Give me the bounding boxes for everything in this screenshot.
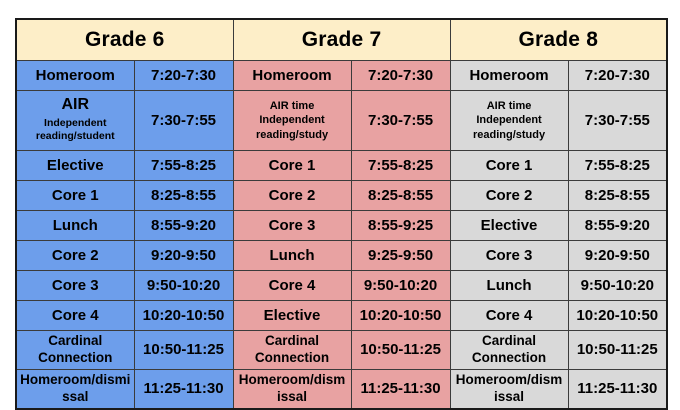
grade7-cardinal-time: 10:50-11:25 xyxy=(351,331,450,370)
grade6-dismissal-line2: ssal xyxy=(62,389,89,404)
grade7-period-time: 8:25-8:55 xyxy=(351,181,450,211)
grade7-period-subject: Core 3 xyxy=(233,211,351,241)
grade8-dismissal-line1: Homeroom/dism xyxy=(455,372,563,388)
grade8-period-time: 10:20-10:50 xyxy=(568,301,667,331)
grade8-period-subject: Core 3 xyxy=(450,241,568,271)
table-row xyxy=(16,301,667,331)
schedule-table-container xyxy=(15,18,667,404)
grade6-dismissal-line1: Homeroom/dismi xyxy=(20,372,131,388)
grade8-period-subject: Core 2 xyxy=(450,181,568,211)
grade7-cardinal-line2: Connection xyxy=(254,350,330,365)
grade7-period-subject: Homeroom xyxy=(233,61,351,91)
grade7-period-subject: Elective xyxy=(233,301,351,331)
grade6-cardinal-subject xyxy=(16,331,134,370)
grade-6-header: Grade 6 xyxy=(16,19,233,61)
grade8-period-time: 7:55-8:25 xyxy=(568,151,667,181)
grade8-period-subject: Core 4 xyxy=(450,301,568,331)
table-row xyxy=(16,151,667,181)
grade7-cardinal-subject xyxy=(233,331,351,370)
grade6-period-time: 7:55-8:25 xyxy=(134,151,233,181)
grade6-period-subject: Core 1 xyxy=(16,181,134,211)
grade6-period-time: 9:20-9:50 xyxy=(134,241,233,271)
grade6-period-subject: Core 2 xyxy=(16,241,134,271)
table-row xyxy=(16,370,667,410)
grade7-air-subject xyxy=(233,91,351,151)
grade8-period-time: 9:50-10:20 xyxy=(568,271,667,301)
grade6-period-time: 7:20-7:30 xyxy=(134,61,233,91)
grade8-period-time: 8:55-9:20 xyxy=(568,211,667,241)
table-row xyxy=(16,211,667,241)
grade7-period-subject: Core 4 xyxy=(233,271,351,301)
table-row xyxy=(16,91,667,151)
grade6-period-time: 8:25-8:55 xyxy=(134,181,233,211)
grade8-dismissal-line2: issal xyxy=(494,389,525,404)
grade8-air-time: 7:30-7:55 xyxy=(568,91,667,151)
grade8-air-line2: Independent xyxy=(476,114,542,127)
grade7-dismissal-time: 11:25-11:30 xyxy=(351,370,450,410)
grade6-period-subject: Core 4 xyxy=(16,301,134,331)
grade8-period-subject: Core 1 xyxy=(450,151,568,181)
grade6-dismissal-subject xyxy=(16,370,134,410)
table-row xyxy=(16,271,667,301)
grade6-air-line2: reading/student xyxy=(35,130,115,143)
grade6-air-time: 7:30-7:55 xyxy=(134,91,233,151)
grade8-dismissal-time: 11:25-11:30 xyxy=(568,370,667,410)
grade8-period-subject: Elective xyxy=(450,211,568,241)
grade7-cardinal-line1: Cardinal xyxy=(265,333,320,349)
grade6-cardinal-line1: Cardinal xyxy=(48,333,103,349)
grade6-cardinal-line2: Connection xyxy=(38,350,113,365)
grade8-period-subject: Homeroom xyxy=(450,61,568,91)
table-row xyxy=(16,241,667,271)
table-row xyxy=(16,181,667,211)
grade6-period-time: 8:55-9:20 xyxy=(134,211,233,241)
grade6-period-subject: Homeroom xyxy=(16,61,134,91)
grade8-period-subject: Lunch xyxy=(450,271,568,301)
grade8-dismissal-subject xyxy=(450,370,568,410)
grade7-period-time: 9:25-9:50 xyxy=(351,241,450,271)
grade8-period-time: 9:20-9:50 xyxy=(568,241,667,271)
grade7-air-line1: AIR time xyxy=(269,100,315,113)
grade6-period-time: 10:20-10:50 xyxy=(134,301,233,331)
grade8-period-time: 8:25-8:55 xyxy=(568,181,667,211)
grade6-air-line1: Independent xyxy=(44,117,107,130)
grade6-air-subject xyxy=(16,91,134,151)
grade7-period-time: 10:20-10:50 xyxy=(351,301,450,331)
grade6-period-subject: Lunch xyxy=(16,211,134,241)
table-row xyxy=(16,331,667,370)
grade8-air-line1: AIR time xyxy=(486,100,532,113)
grade8-cardinal-subject xyxy=(450,331,568,370)
grade6-period-subject: Elective xyxy=(16,151,134,181)
grade8-air-subject xyxy=(450,91,568,151)
grade6-period-subject: Core 3 xyxy=(16,271,134,301)
grade6-dismissal-time: 11:25-11:30 xyxy=(134,370,233,410)
grade-7-header: Grade 7 xyxy=(233,19,450,61)
grade8-cardinal-line2: Connection xyxy=(471,350,547,365)
table-header-row xyxy=(16,19,667,61)
bell-schedule-table xyxy=(15,18,668,410)
grade7-period-time: 8:55-9:25 xyxy=(351,211,450,241)
grade6-air-title: AIR xyxy=(61,96,90,114)
grade8-air-line3: reading/study xyxy=(472,128,546,141)
grade7-period-time: 7:55-8:25 xyxy=(351,151,450,181)
grade7-period-subject: Core 1 xyxy=(233,151,351,181)
grade8-cardinal-line1: Cardinal xyxy=(482,333,537,349)
grade7-period-subject: Lunch xyxy=(233,241,351,271)
grade7-air-time: 7:30-7:55 xyxy=(351,91,450,151)
grade8-period-time: 7:20-7:30 xyxy=(568,61,667,91)
grade8-cardinal-time: 10:50-11:25 xyxy=(568,331,667,370)
grade7-dismissal-line1: Homeroom/dism xyxy=(238,372,346,388)
grade7-period-time: 7:20-7:30 xyxy=(351,61,450,91)
grade7-period-time: 9:50-10:20 xyxy=(351,271,450,301)
grade7-dismissal-subject xyxy=(233,370,351,410)
grade6-period-time: 9:50-10:20 xyxy=(134,271,233,301)
grade7-air-line2: Independent xyxy=(259,114,325,127)
grade7-period-subject: Core 2 xyxy=(233,181,351,211)
table-row xyxy=(16,61,667,91)
grade7-air-line3: reading/study xyxy=(255,128,329,141)
grade7-dismissal-line2: issal xyxy=(277,389,308,404)
grade6-cardinal-time: 10:50-11:25 xyxy=(134,331,233,370)
grade-8-header: Grade 8 xyxy=(450,19,667,61)
